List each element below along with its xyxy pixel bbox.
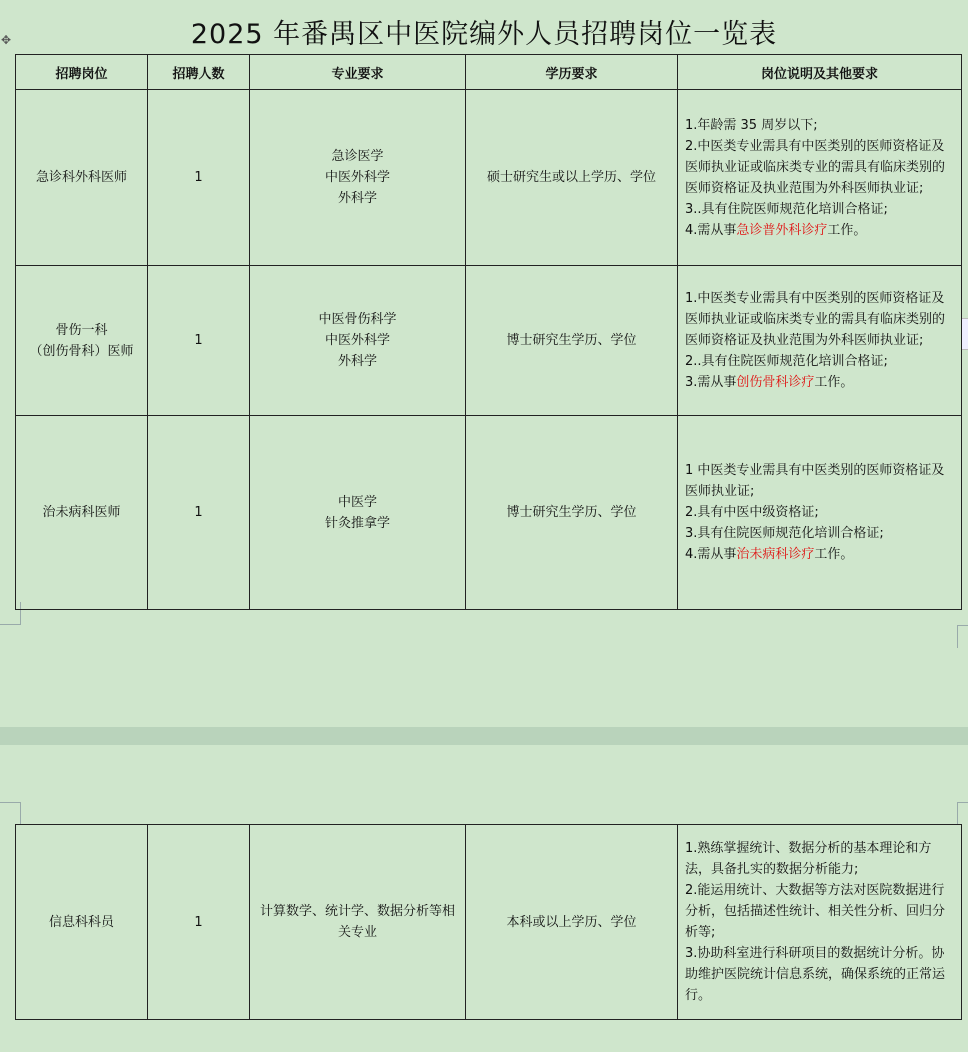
description-suffix: 工作。 — [814, 547, 854, 562]
description-item: 2.中医类专业需具有中医类别的医师资格证及医师执业证或临床类专业的需具有临床类别的医师资格证及执业范围为外科医师执业证; — [685, 138, 946, 196]
header-major: 专业要求 — [250, 55, 466, 90]
major-text: 计算数学、统计学、数据分析等相关专业 — [259, 904, 455, 940]
description-item: 1.年龄需 35 周岁以下; — [685, 117, 818, 133]
description-item — [685, 372, 955, 393]
position-cell — [16, 90, 148, 266]
count-cell: 1 — [148, 825, 250, 1020]
position-text: 骨伤一科 — [55, 322, 108, 338]
major-cell — [250, 266, 466, 416]
position-cell — [16, 266, 148, 416]
major-cell — [250, 90, 466, 266]
header-education: 学历要求 — [466, 55, 678, 90]
table-row — [16, 266, 962, 416]
education-cell: 硕士研究生或以上学历、学位 — [466, 90, 678, 266]
position-cell — [16, 825, 148, 1020]
count-cell: 1 — [148, 416, 250, 610]
count-cell: 1 — [148, 266, 250, 416]
education-cell: 本科或以上学历、学位 — [466, 825, 678, 1020]
major-cell — [250, 416, 466, 610]
description-item: 2.具有中医中级资格证; — [685, 505, 819, 520]
description-item: 3.具有住院医师规范化培训合格证; — [685, 526, 884, 541]
description-item — [685, 544, 955, 565]
description-prefix: 3.需从事 — [685, 375, 737, 390]
header-count: 招聘人数 — [148, 55, 250, 90]
description-item: 3..具有住院医师规范化培训合格证; — [685, 201, 888, 217]
description-item — [685, 220, 955, 241]
position-text: 急诊科外科医师 — [35, 170, 127, 185]
major-text: 中医外科学 — [324, 333, 390, 348]
description-suffix: 工作。 — [827, 222, 867, 238]
description-item: 2..具有住院医师规范化培训合格证; — [685, 354, 888, 369]
scroll-edge-marker[interactable] — [961, 318, 968, 350]
page-corner-mark — [0, 802, 21, 825]
position-text: （创伤骨科）医师 — [29, 343, 134, 359]
page-gap — [0, 727, 968, 745]
description-item: 1.中医类专业需具有中医类别的医师资格证及医师执业证或临床类专业的需具有临床类别的医师资格证及执业范围为外科医师执业证; — [685, 291, 946, 348]
description-cell — [678, 416, 962, 610]
highlighted-text: 治未病科诊疗 — [736, 547, 815, 562]
recruitment-table-continued — [15, 824, 962, 1020]
major-text: 中医学 — [337, 494, 377, 510]
description-item: 2.能运用统计、大数据等方法对医院数据进行分析，包括描述性统计、相关性分析、回归分析等; — [685, 883, 946, 940]
header-position: 招聘岗位 — [16, 55, 148, 90]
highlighted-text: 急诊普外科诊疗 — [736, 222, 828, 238]
description-prefix: 4.需从事 — [685, 222, 737, 238]
description-cell — [678, 825, 962, 1020]
major-text: 外科学 — [337, 354, 377, 369]
highlighted-text: 创伤骨科诊疗 — [736, 375, 815, 390]
major-text: 外科学 — [337, 191, 377, 206]
table-row — [16, 416, 962, 610]
table-row — [16, 90, 962, 266]
major-text: 急诊医学 — [331, 149, 384, 164]
description-item: 1 中医类专业需具有中医类别的医师资格证及医师执业证; — [685, 463, 945, 499]
major-text: 中医骨伤科学 — [318, 312, 397, 327]
count-cell: 1 — [148, 90, 250, 266]
document-title: 2025 年番禺区中医院编外人员招聘岗位一览表 — [190, 19, 778, 50]
major-text: 中医外科学 — [324, 170, 390, 185]
description-cell — [678, 266, 962, 416]
education-cell: 博士研究生学历、学位 — [466, 416, 678, 610]
recruitment-table — [15, 54, 962, 610]
description-item: 1.熟练掌握统计、数据分析的基本理论和方法，具备扎实的数据分析能力; — [685, 841, 932, 877]
table-row — [16, 825, 962, 1020]
major-cell — [250, 825, 466, 1020]
move-cross-icon[interactable]: ✥ — [0, 33, 12, 47]
description-prefix: 4.需从事 — [685, 547, 737, 562]
page-corner-mark — [957, 802, 968, 825]
table-header-row — [16, 55, 962, 90]
major-text: 针灸推拿学 — [324, 515, 390, 531]
description-item: 3.协助科室进行科研项目的数据统计分析。协助维护医院统计信息系统，确保系统的正常运行。 — [685, 946, 946, 1003]
position-text: 治未病科医师 — [42, 505, 121, 520]
header-description: 岗位说明及其他要求 — [678, 55, 962, 90]
position-text: 信息科科员 — [48, 914, 114, 930]
position-cell — [16, 416, 148, 610]
description-cell — [678, 90, 962, 266]
education-cell: 博士研究生学历、学位 — [466, 266, 678, 416]
page-corner-mark — [957, 625, 968, 648]
description-suffix: 工作。 — [814, 375, 854, 390]
